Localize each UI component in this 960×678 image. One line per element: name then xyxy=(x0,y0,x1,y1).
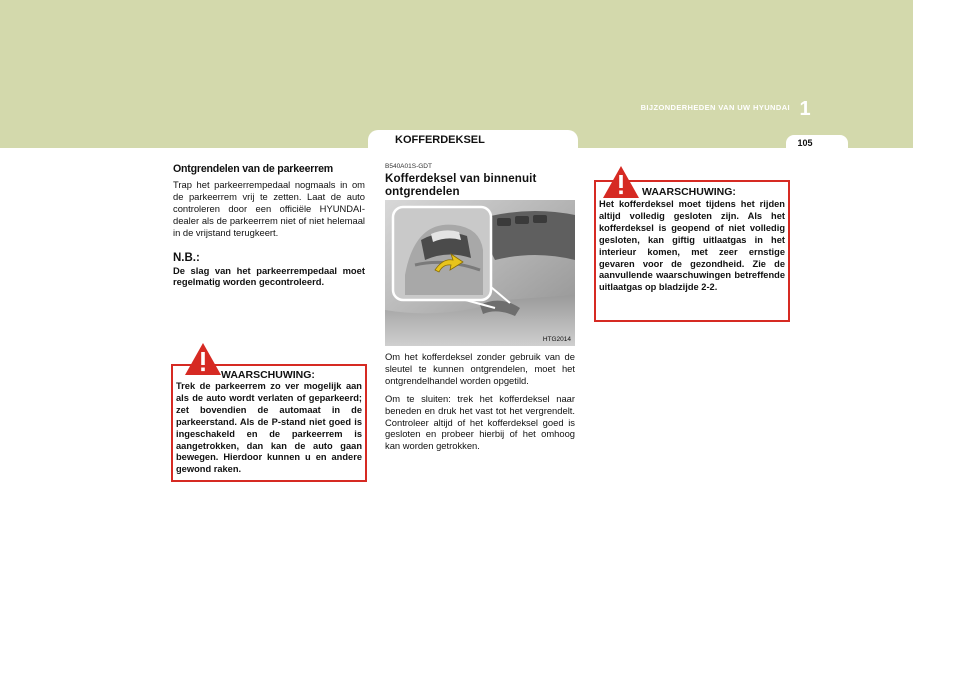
trunk-release-figure xyxy=(385,200,575,346)
door-panel-illustration xyxy=(385,200,575,346)
page-number: 105 xyxy=(797,138,813,148)
warning-triangle-icon xyxy=(184,342,222,376)
left-body: Trap het parkeerrempedaal nogmaals in om de parkeerrem vrij te zetten. Laat de auto controleren door een officiële HYUNDAI-dealer als de parkeerrem niet of niet helemaal in de vrijstand terugkeert. xyxy=(173,179,365,238)
left-warning-box xyxy=(171,364,367,482)
right-warning-box xyxy=(594,180,790,322)
right-warning-text: Het kofferdeksel moet tijdens het rijden altijd volledig gesloten zijn. Als het kofferdeksel is geopend of niet volledig gesloten, kan giftig uitlaatgas in het interieur komen, met zeer ernstige gevaren voor de gezondheid. Zie de aanvullende waarschuwingen betreffende uitlaatgas op bladzijde 2-2. xyxy=(599,199,785,293)
nb-title: N.B.: xyxy=(173,251,200,264)
lift-arrow-icon xyxy=(433,252,465,274)
section-code: B540A01S-GDT xyxy=(385,163,432,170)
left-warning-title: WAARSCHUWING: xyxy=(221,369,315,381)
warning-triangle-icon xyxy=(602,165,640,199)
section-title: KOFFERDEKSEL xyxy=(395,134,485,146)
figure-code: HTG2014 xyxy=(542,336,571,343)
middle-para-2: Om te sluiten: trek het kofferdeksel naar beneden en druk het vast tot het vergrendelt. Controleer altijd of het kofferdeksel goed is gesloten en probeer hierbij of het omhoog kan worden getrokken. xyxy=(385,392,575,452)
left-heading: Ontgrendelen van de parkeerrem xyxy=(173,163,334,175)
middle-para-1: Om het kofferdeksel zonder gebruik van de sleutel te kunnen ontgrendelen, moet het ontgrendelhandel worden opgetild. xyxy=(385,351,575,386)
section-tab xyxy=(368,130,578,150)
middle-column xyxy=(385,163,575,198)
nb-text: De slag van het parkeerrempedaal moet regelmatig worden gecontroleerd. xyxy=(173,264,365,288)
chapter-label: BIJZONDERHEDEN VAN UW HYUNDAI xyxy=(640,103,790,112)
left-column xyxy=(173,163,365,288)
middle-heading: Kofferdeksel van binnenuit ontgrendelen xyxy=(385,172,537,198)
middle-text-block xyxy=(385,351,575,452)
page-tab xyxy=(786,135,848,149)
header-band xyxy=(0,0,913,148)
chapter-number: 1 xyxy=(799,98,811,120)
left-warning-text: Trek de parkeerrem zo ver mogelijk aan als de auto wordt verlaten of geparkeerd; zet bovendien de automaat in de parkeerstand. Als de P-stand niet goed is ingeschakeld en de parkeerrem is aangetrokken, dan kan de auto gaan bewegen. Hierdoor kunnen u en andere gewond raken. xyxy=(176,381,362,475)
right-warning-title: WAARSCHUWING: xyxy=(642,186,736,198)
